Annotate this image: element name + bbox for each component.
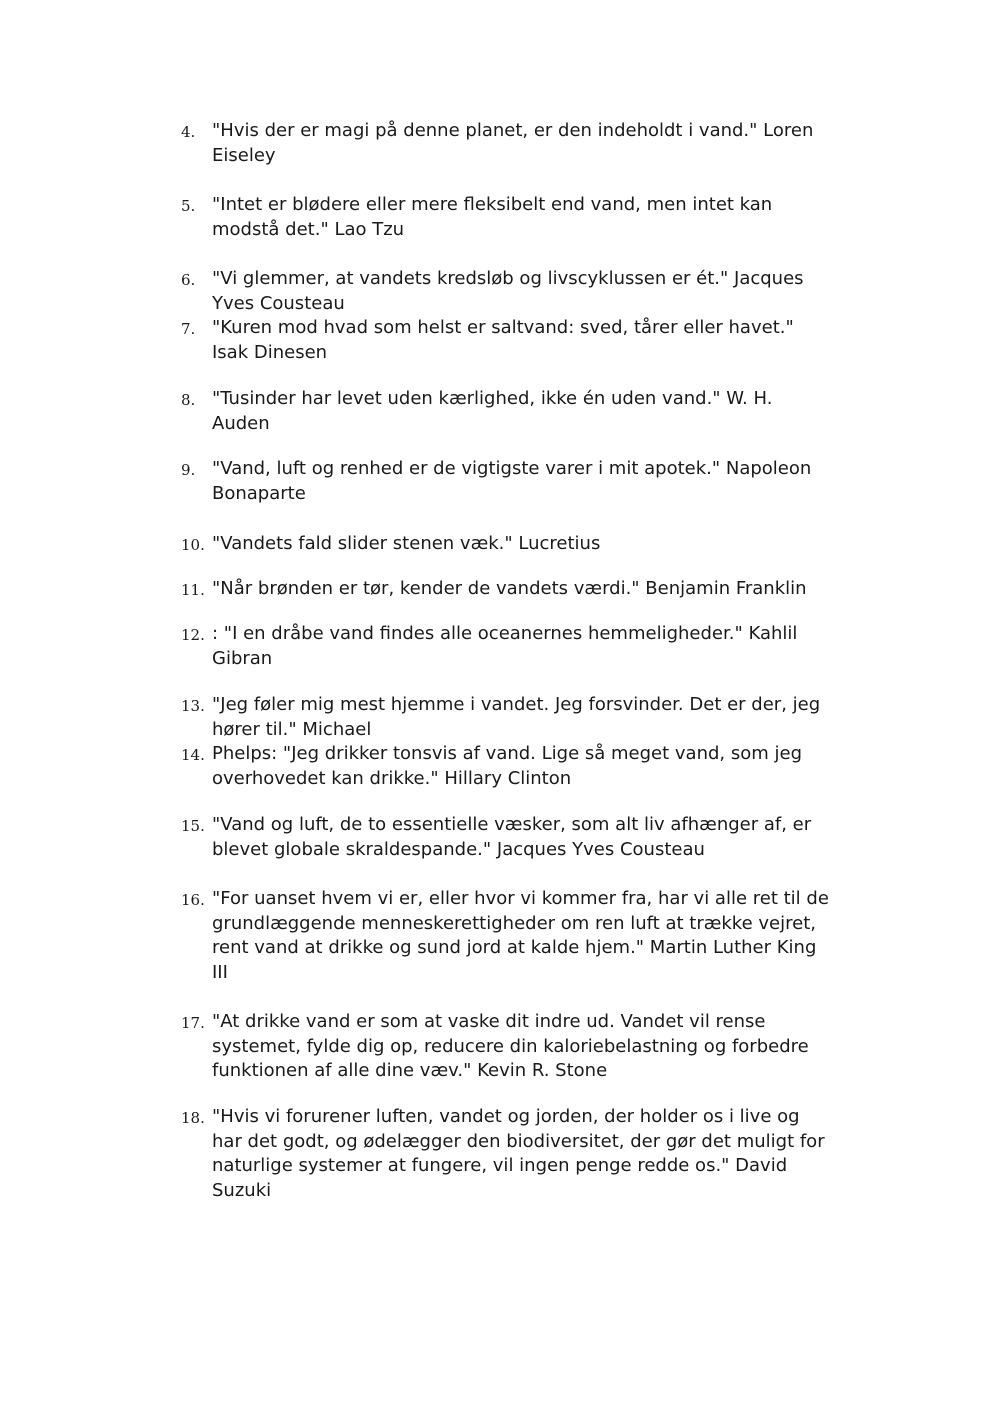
- quote-text: "Tusinder har levet uden kærlighed, ikke én uden vand." W. H. Auden: [212, 388, 773, 434]
- quote-item: [181, 267, 861, 316]
- quote-number: 5.: [181, 197, 196, 215]
- quote-number: 4.: [181, 123, 196, 141]
- quote-text: "Vi glemmer, at vandets kredsløb og livscyklussen er ét." Jacques Yves Cousteau: [212, 268, 804, 314]
- quote-number: 10.: [181, 536, 205, 554]
- quote-number: 11.: [181, 581, 205, 599]
- quote-item: [181, 742, 861, 791]
- quote-text: : "I en dråbe vand findes alle oceanernes hemmeligheder." Kahlil Gibran: [212, 623, 798, 669]
- quote-number: 9.: [181, 461, 196, 479]
- quote-number: 6.: [181, 271, 196, 289]
- quote-text: "At drikke vand er som at vaske dit indre ud. Vandet vil rense systemet, fylde dig op, reducere din kaloriebelastning og forbedre funktionen af alle dine væv." Kevin R. Stone: [212, 1011, 809, 1081]
- quote-item: [181, 387, 861, 436]
- quote-item: [181, 119, 861, 168]
- quote-number: 8.: [181, 391, 196, 409]
- quote-number: 15.: [181, 817, 205, 835]
- quote-text: "Kuren mod hvad som helst er saltvand: sved, tårer eller havet." Isak Dinesen: [212, 317, 794, 363]
- quote-item: [181, 887, 861, 985]
- quote-text: "Vand og luft, de to essentielle væsker, som alt liv afhænger af, er blevet globale skraldespande." Jacques Yves Cousteau: [212, 814, 812, 860]
- quote-number: 14.: [181, 746, 205, 764]
- quote-item: [181, 457, 861, 506]
- quote-text: "Vandets fald slider stenen væk." Lucretius: [212, 533, 601, 554]
- quote-item: [181, 316, 861, 365]
- quote-text: Phelps: "Jeg drikker tonsvis af vand. Lige så meget vand, som jeg overhovedet kan drikke." Hillary Clinton: [212, 743, 803, 789]
- quote-text: "For uanset hvem vi er, eller hvor vi kommer fra, har vi alle ret til de grundlæggende menneskerettigheder om ren luft at trække vejret, rent vand at drikke og sund jord at kalde hjem." Martin Luther King III: [212, 888, 829, 983]
- quote-item: [181, 193, 861, 242]
- quote-number: 18.: [181, 1109, 205, 1127]
- quote-item: [181, 813, 861, 862]
- quote-number: 17.: [181, 1014, 205, 1032]
- quote-text: "Hvis der er magi på denne planet, er den indeholdt i vand." Loren Eiseley: [212, 120, 814, 166]
- quote-text: "Jeg føler mig mest hjemme i vandet. Jeg forsvinder. Det er der, jeg hører til." Michael: [212, 694, 821, 740]
- quote-item: [181, 577, 861, 602]
- quote-text: "Vand, luft og renhed er de vigtigste varer i mit apotek." Napoleon Bonaparte: [212, 458, 812, 504]
- quote-number: 16.: [181, 891, 205, 909]
- quote-number: 12.: [181, 626, 205, 644]
- quote-item: [181, 693, 861, 742]
- quote-item: [181, 532, 861, 557]
- quote-number: 7.: [181, 320, 196, 338]
- quote-number: 13.: [181, 697, 205, 715]
- quote-item: [181, 1105, 861, 1203]
- quote-item: [181, 622, 861, 671]
- quote-text: "Når brønden er tør, kender de vandets værdi." Benjamin Franklin: [212, 578, 807, 599]
- quote-text: "Hvis vi forurener luften, vandet og jorden, der holder os i live og har det godt, og ødelægger den biodiversitet, der gør det muligt for naturlige systemer at fungere, vil ingen penge redde os." David Suzuki: [212, 1106, 825, 1201]
- quote-item: [181, 1010, 861, 1084]
- quote-text: "Intet er blødere eller mere fleksibelt end vand, men intet kan modstå det." Lao Tzu: [212, 194, 773, 240]
